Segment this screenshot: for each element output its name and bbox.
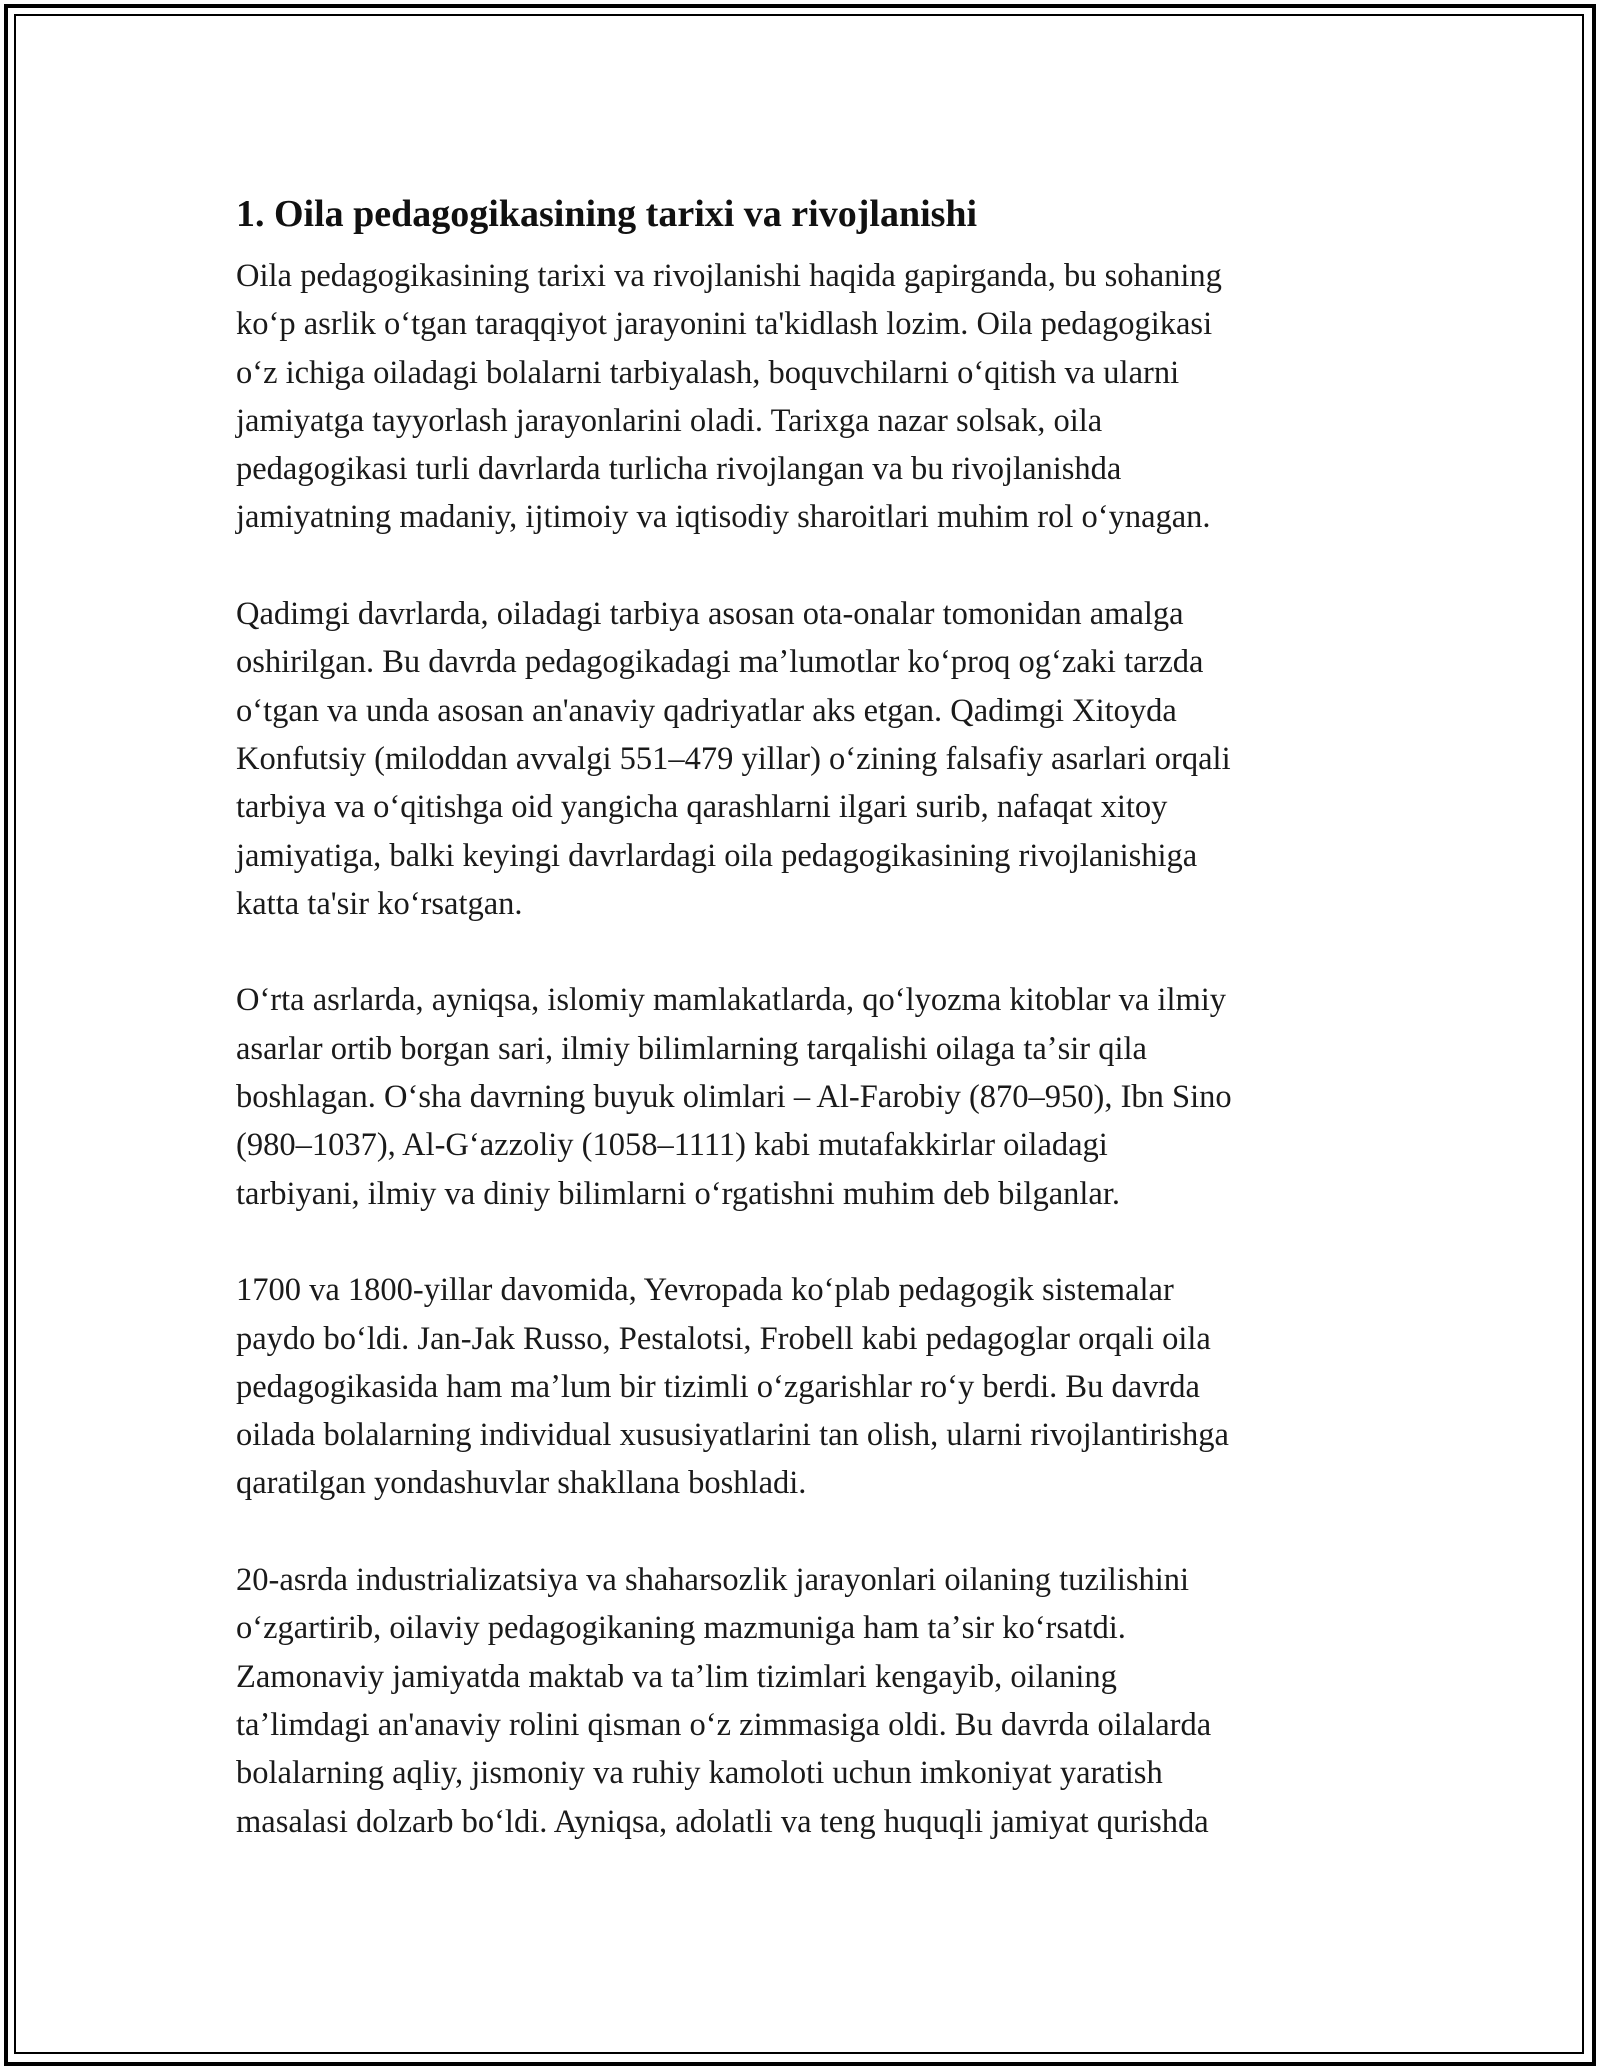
- document-body: [236, 186, 1376, 1894]
- text-line: Oila pedagogikasining tarixi va rivojlanishi haqida gapirganda, bu sohaning: [236, 258, 1222, 294]
- text-line: Konfutsiy (miloddan avvalgi 551–479 yillar) oʻzining falsafiy asarlari orqali: [236, 740, 1231, 777]
- text-line: Zamonaviy jamiyatda maktab va taʼlim tizimlari kengayib, oilaning: [236, 1658, 1117, 1695]
- text-line: paydo boʻldi. Jan-Jak Russo, Pestalotsi, Frobell kabi pedagoglar orqali oila: [236, 1320, 1211, 1357]
- text-line: 1700 va 1800-yillar davomida, Yevropada koʻplab pedagogik sistemalar: [236, 1272, 1174, 1309]
- text-line: tarbiyani, ilmiy va diniy bilimlarni oʻrgatishni muhim deb bilganlar.: [236, 1175, 1120, 1212]
- text-line: taʼlimdagi an'anaviy rolini qisman oʻz zimmasiga oldi. Bu davrda oilalarda: [236, 1706, 1212, 1743]
- text-line: koʻp asrlik oʻtgan taraqqiyot jarayonini ta'kidlash lozim. Oila pedagogikasi: [236, 306, 1213, 343]
- text-line: Qadimgi davrlarda, oiladagi tarbiya asosan ota-onalar tomonidan amalga: [236, 596, 1184, 633]
- paragraph-4: [236, 1266, 1376, 1507]
- text-line: qaratilgan yondashuvlar shakllana boshladi.: [236, 1465, 807, 1502]
- text-line: bolalarning aqliy, jismoniy va ruhiy kamoloti uchun imkoniyat yaratish: [236, 1755, 1163, 1792]
- text-line: (980–1037), Al-Gʻazzoliy (1058–1111) kabi mutafakkirlar oiladagi: [236, 1127, 1108, 1164]
- paragraph-3: [236, 976, 1376, 1217]
- text-line: Oʻrta asrlarda, ayniqsa, islomiy mamlakatlarda, qoʻlyozma kitoblar va ilmiy: [236, 982, 1227, 1019]
- text-line: asarlar ortib borgan sari, ilmiy bilimlarning tarqalishi oilaga taʼsir qila: [236, 1030, 1147, 1067]
- paragraph-2: [236, 590, 1376, 928]
- text-line: oʻtgan va unda asosan an'anaviy qadriyatlar aks etgan. Qadimgi Xitoyda: [236, 692, 1177, 729]
- text-line: jamiyatga tayyorlash jarayonlarini oladi. Tarixga nazar solsak, oila: [236, 402, 1103, 439]
- paragraph-1: [236, 252, 1376, 542]
- text-line: oʻzgartirib, oilaviy pedagogikaning mazmuniga ham taʼsir koʻrsatdi.: [236, 1610, 1126, 1647]
- text-line: katta ta'sir koʻrsatgan.: [236, 885, 523, 922]
- section-heading: 1. Oila pedagogikasining tarixi va rivojlanishi: [236, 193, 978, 235]
- text-line: pedagogikasida ham maʼlum bir tizimli oʻzgarishlar roʻy berdi. Bu davrda: [236, 1368, 1200, 1405]
- text-line: jamiyatning madaniy, ijtimoiy va iqtisodiy sharoitlari muhim rol oʻynagan.: [236, 499, 1211, 536]
- text-line: boshlagan. Oʻsha davrning buyuk olimlari – Al-Farobiy (870–950), Ibn Sino: [236, 1079, 1232, 1116]
- text-line: oʻz ichiga oiladagi bolalarni tarbiyalash, boquvchilarni oʻqitish va ularni: [236, 354, 1180, 391]
- text-line: 20-asrda industrializatsiya va shaharsozlik jarayonlari oilaning tuzilishini: [236, 1562, 1190, 1599]
- text-line: pedagogikasi turli davrlarda turlicha rivojlangan va bu rivojlanishda: [236, 451, 1122, 488]
- text-line: masalasi dolzarb boʻldi. Ayniqsa, adolatli va teng huquqli jamiyat qurishda: [236, 1803, 1209, 1840]
- text-line: tarbiya va oʻqitishga oid yangicha qarashlarni ilgari surib, nafaqat xitoy: [236, 789, 1168, 826]
- paragraph-5: [236, 1556, 1376, 1846]
- text-line: oilada bolalarning individual xususiyatlarini tan olish, ularni rivojlantirishga: [236, 1417, 1229, 1454]
- text-line: oshirilgan. Bu davrda pedagogikadagi maʼlumotlar koʻproq ogʻzaki tarzda: [236, 644, 1204, 681]
- text-line: jamiyatiga, balki keyingi davrlardagi oila pedagogikasining rivojlanishiga: [236, 837, 1198, 874]
